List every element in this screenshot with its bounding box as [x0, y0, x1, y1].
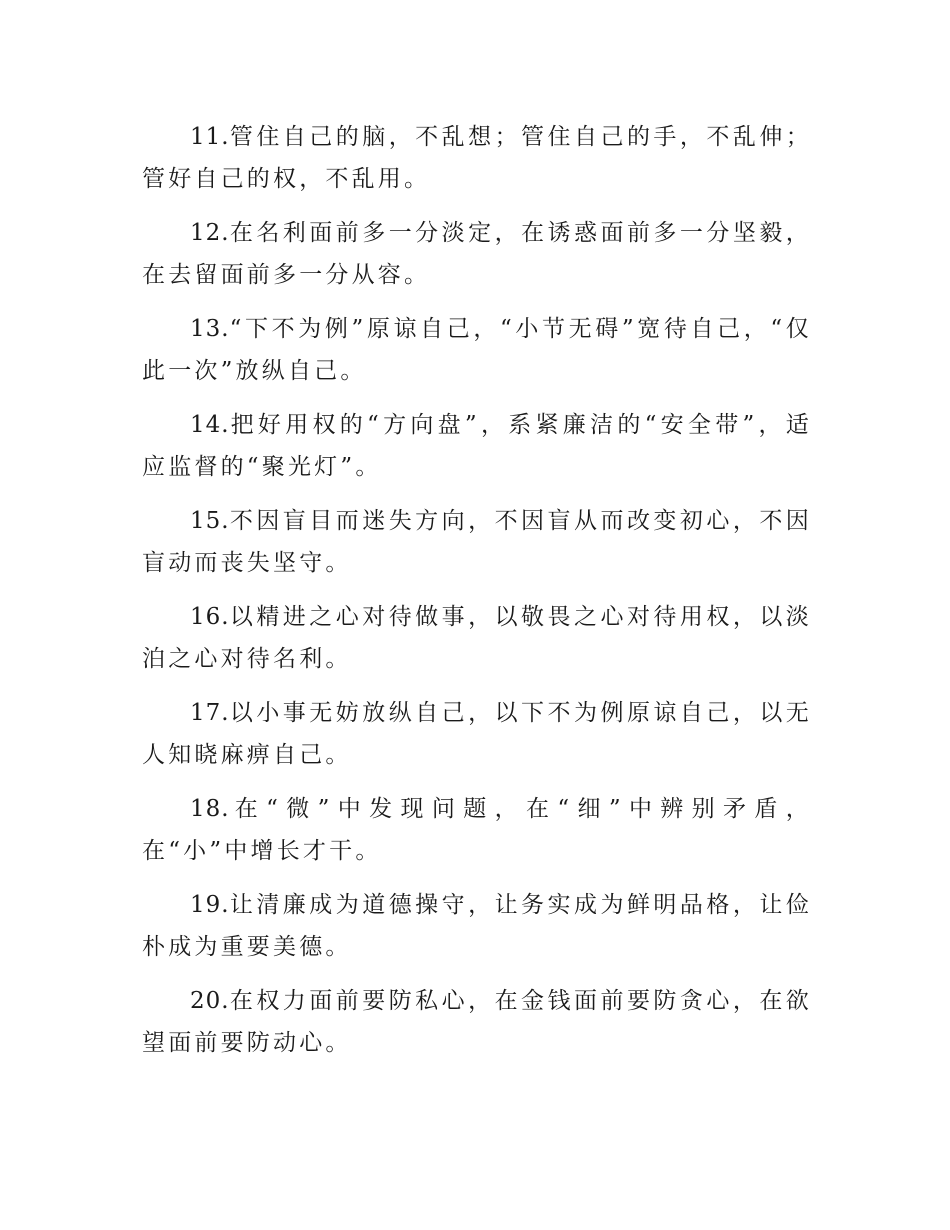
- list-item-17: [142, 692, 812, 776]
- item-text: 把好用权的“方向盘”，系紧廉洁的“安全带”，适应监督的“聚光灯”。: [142, 412, 812, 480]
- item-number: 16.: [190, 604, 230, 630]
- item-text: 以精进之心对待做事，以敬畏之心对待用权，以淡泊之心对待名利。: [142, 604, 812, 672]
- item-number: 17.: [190, 700, 230, 726]
- item-text: 让清廉成为道德操守，让务实成为鲜明品格，让俭朴成为重要美德。: [142, 892, 812, 960]
- document-body: [142, 116, 812, 1076]
- list-item-16: [142, 596, 812, 680]
- item-number: 15.: [190, 508, 230, 534]
- list-item-13: [142, 308, 812, 392]
- item-number: 13.: [190, 316, 230, 342]
- item-text: “下不为例”原谅自己，“小节无碍”宽待自己，“仅此一次”放纵自己。: [142, 316, 812, 384]
- item-number: 18.: [190, 796, 230, 822]
- item-text: 不因盲目而迷失方向，不因盲从而改变初心，不因盲动而丧失坚守。: [142, 508, 812, 576]
- list-item-14: [142, 404, 812, 488]
- list-item-11: [142, 116, 812, 200]
- item-text: 在“微”中发现问题，在“细”中辨别矛盾，在“小”中增长才干。: [142, 796, 812, 864]
- item-number: 20.: [190, 988, 230, 1014]
- item-text: 管住自己的脑，不乱想；管住自己的手，不乱伸；管好自己的权，不乱用。: [142, 124, 812, 192]
- list-item-18: [142, 788, 812, 872]
- item-number: 12.: [190, 220, 230, 246]
- list-item-20: [142, 980, 812, 1064]
- item-text: 以小事无妨放纵自己，以下不为例原谅自己，以无人知晓麻痹自己。: [142, 700, 812, 768]
- list-item-15: [142, 500, 812, 584]
- item-number: 11.: [190, 124, 230, 150]
- item-number: 19.: [190, 892, 230, 918]
- item-text: 在权力面前要防私心，在金钱面前要防贪心，在欲望面前要防动心。: [142, 988, 812, 1056]
- list-item-12: [142, 212, 812, 296]
- item-text: 在名利面前多一分淡定，在诱惑面前多一分坚毅，在去留面前多一分从容。: [142, 220, 812, 288]
- item-number: 14.: [190, 412, 230, 438]
- list-item-19: [142, 884, 812, 968]
